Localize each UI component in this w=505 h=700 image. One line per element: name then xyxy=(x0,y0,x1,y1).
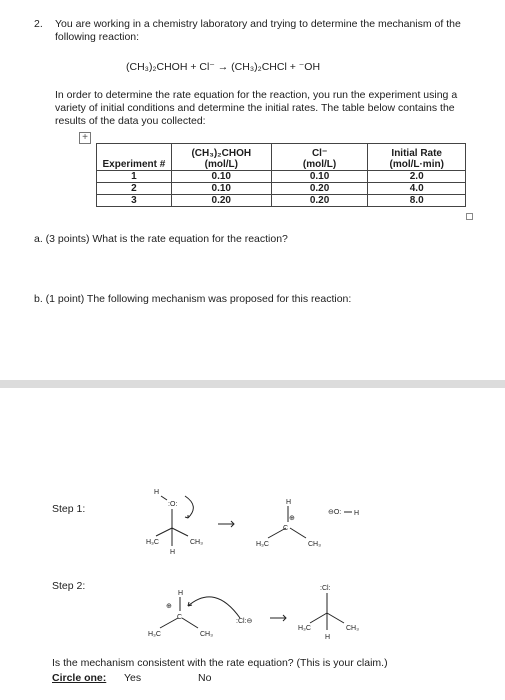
part-a: a. (3 points) What is the rate equation for the reaction? xyxy=(34,233,288,245)
header-rate: Initial Rate (mol/L·min) xyxy=(368,144,466,171)
table-move-handle[interactable]: + xyxy=(79,132,91,144)
page-break xyxy=(0,380,505,388)
carbocation-step2 xyxy=(148,590,240,638)
table-header-row xyxy=(97,144,466,171)
reaction-equation: (CH₃)₂CHOH + Cl⁻ → (CH₃)₂CHCl + ⁻OH xyxy=(126,61,321,73)
carbocation-structure xyxy=(256,499,321,548)
table-cell: 3 xyxy=(97,195,172,207)
hydroxide-structure xyxy=(328,509,359,517)
svg-text:H: H xyxy=(286,499,292,506)
table-row xyxy=(97,195,466,207)
data-table xyxy=(96,143,466,207)
table-cell: 0.20 xyxy=(271,195,368,207)
table-cell: 0.10 xyxy=(171,183,271,195)
step1-label: Step 1: xyxy=(52,503,86,515)
header-experiment: Experiment # xyxy=(97,144,172,171)
svg-text:CH₃: CH₃ xyxy=(346,625,359,632)
header-chloride: Cl⁻ (mol/L) xyxy=(271,144,368,171)
svg-text:H₃C: H₃C xyxy=(148,631,161,638)
svg-text:H: H xyxy=(354,510,360,517)
closing-question: Is the mechanism consistent with the rate equation? (This is your claim.) xyxy=(52,657,388,669)
svg-text::Cl:⊖: :Cl:⊖ xyxy=(236,618,253,625)
table-row xyxy=(97,171,466,183)
svg-text::O:: :O: xyxy=(168,501,178,508)
table-cell: 4.0 xyxy=(368,183,466,195)
svg-text:H: H xyxy=(154,489,160,496)
svg-text:CH₃: CH₃ xyxy=(190,539,203,546)
mechanism-diagram xyxy=(130,478,380,648)
question-intro: You are working in a chemistry laboratory and trying to determine the mechanism of the following reaction: xyxy=(55,18,461,43)
svg-text:⊕: ⊕ xyxy=(166,603,172,610)
svg-text:H₃C: H₃C xyxy=(298,625,311,632)
table-row xyxy=(97,183,466,195)
question-number: 2. xyxy=(34,18,43,30)
svg-text:⊖O:: ⊖O: xyxy=(328,509,342,516)
table-cell: 1 xyxy=(97,171,172,183)
table-cell: 8.0 xyxy=(368,195,466,207)
svg-text:H: H xyxy=(325,634,331,641)
answer-no[interactable]: No xyxy=(198,672,212,684)
svg-text:H₃C: H₃C xyxy=(256,541,269,548)
header-alcohol: (CH₃)₂CHOH (mol/L) xyxy=(171,144,271,171)
isopropanol-structure xyxy=(146,489,203,556)
chloride-ion xyxy=(236,618,253,625)
isopropyl-chloride-structure xyxy=(298,585,359,641)
step2-label: Step 2: xyxy=(52,580,86,592)
svg-text:⊕: ⊕ xyxy=(289,515,295,522)
part-b: b. (1 point) The following mechanism was proposed for this reaction: xyxy=(34,293,352,305)
svg-text:C: C xyxy=(177,614,183,621)
circle-one-label: Circle one: xyxy=(52,672,107,684)
table-cell: 0.10 xyxy=(271,171,368,183)
svg-text::Cl:: :Cl: xyxy=(320,585,331,592)
table-cell: 0.20 xyxy=(171,195,271,207)
rate-intro: In order to determine the rate equation for the reaction, you run the experiment using a variety of initial conditions and determine the initial rates. The table below contains the results of the data you collected: xyxy=(55,89,458,127)
svg-text:CH₃: CH₃ xyxy=(308,541,321,548)
table-resize-handle[interactable] xyxy=(466,213,473,220)
svg-text:H₃C: H₃C xyxy=(146,539,159,546)
table-cell: 0.10 xyxy=(171,171,271,183)
answer-yes[interactable]: Yes xyxy=(124,672,142,684)
table-cell: 2.0 xyxy=(368,171,466,183)
svg-text:CH₃: CH₃ xyxy=(200,631,213,638)
table-cell: 0.20 xyxy=(271,183,368,195)
svg-text:H: H xyxy=(178,590,184,597)
svg-text:H: H xyxy=(170,549,176,556)
svg-text:C: C xyxy=(283,525,289,532)
table-cell: 2 xyxy=(97,183,172,195)
